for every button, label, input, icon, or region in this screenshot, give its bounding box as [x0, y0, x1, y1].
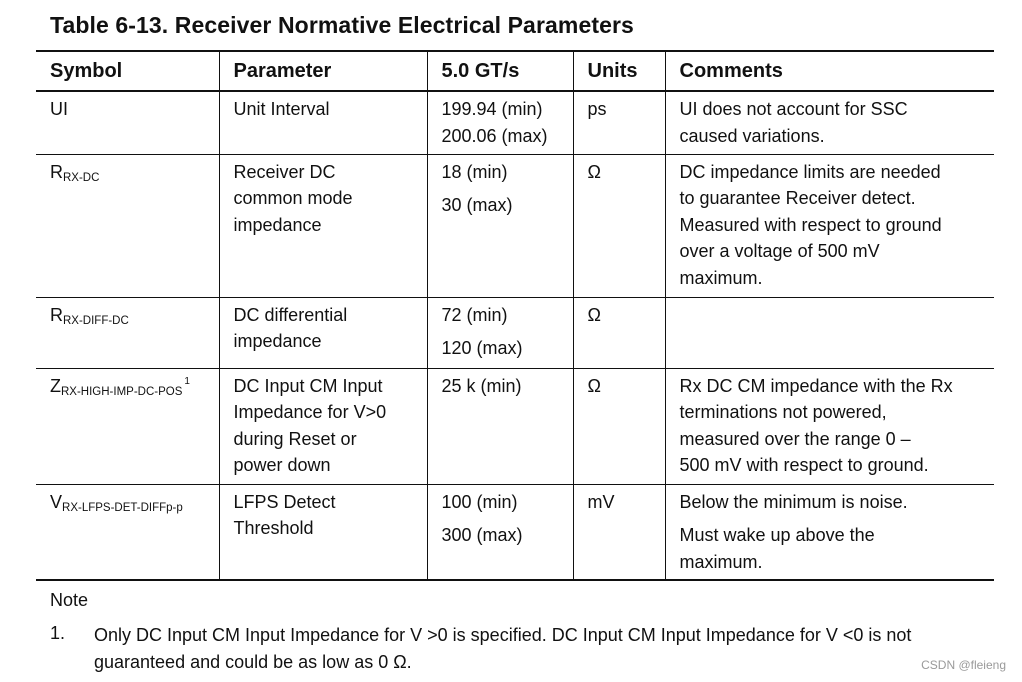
parameter-cell	[219, 368, 427, 484]
parameter-line: Receiver DC	[233, 161, 336, 182]
parameter-line: power down	[233, 455, 331, 475]
note-heading: Note	[50, 590, 89, 610]
value-cell	[427, 484, 573, 580]
note-text: Only DC Input CM Input Impedance for V >0 is specified. DC Input CM Input Impedance for V <0 is not guaranteed and could be as low as 0 Ω.	[94, 625, 912, 672]
header-parameter: Parameter	[219, 51, 427, 91]
table-row	[36, 91, 994, 154]
comments-cell	[665, 91, 994, 154]
symbol-subscript: RX-DC	[63, 171, 100, 184]
symbol-subscript: RX-HIGH-IMP-DC-POS	[61, 385, 183, 398]
table-row	[36, 368, 994, 484]
parameter-cell	[219, 484, 427, 580]
parameter-line: LFPS Detect	[233, 491, 336, 512]
comment-line: Below the minimum is noise.	[679, 491, 908, 512]
comments-cell	[665, 154, 994, 297]
table-title: Table 6-13. Receiver Normative Electrical Parameters	[50, 12, 634, 38]
parameter-line: impedance	[233, 331, 322, 351]
comment-line: Measured with respect to ground	[679, 214, 942, 235]
units-cell: Ω	[573, 154, 665, 297]
parameter-cell	[219, 297, 427, 368]
comment-line: UI does not account for SSC	[679, 99, 908, 119]
comment-line: Rx DC CM impedance with the Rx	[679, 375, 953, 396]
value-line: 72 (min)	[441, 304, 508, 325]
comment-line: maximum.	[679, 551, 763, 572]
symbol-cell	[36, 484, 219, 580]
value-cell	[427, 154, 573, 297]
symbol-cell	[36, 297, 219, 368]
comments-cell	[665, 297, 994, 368]
table-header-row	[36, 51, 994, 91]
comment-line: 500 mV with respect to ground.	[679, 455, 929, 475]
comment-line: caused variations.	[679, 125, 825, 146]
comments-cell	[665, 484, 994, 580]
parameter-cell	[219, 91, 427, 154]
parameter-line: DC differential	[233, 304, 348, 325]
value-line: 25 k (min)	[441, 375, 522, 396]
symbol-main: Z	[50, 375, 61, 396]
value-cell	[427, 297, 573, 368]
value-cell	[427, 368, 573, 484]
comment-line: to guarantee Receiver detect.	[679, 188, 916, 208]
footnote-marker: 1	[184, 375, 190, 387]
value-line: 100 (min)	[441, 491, 518, 512]
comment-line: terminations not powered,	[679, 402, 887, 422]
symbol-cell	[36, 154, 219, 297]
parameter-cell	[219, 154, 427, 297]
parameter-line: impedance	[233, 214, 322, 235]
header-comments: Comments	[665, 51, 994, 91]
parameter-line: DC Input CM Input	[233, 375, 383, 396]
header-rate: 5.0 GT/s	[427, 51, 573, 91]
symbol-subscript: RX-LFPS-DET-DIFFp-p	[62, 501, 183, 514]
units-cell: mV	[573, 484, 665, 580]
value-line: 120 (max)	[441, 338, 523, 358]
parameter-line: common mode	[233, 188, 353, 208]
value-line: 199.94 (min)	[441, 99, 543, 119]
value-line: 18 (min)	[441, 161, 508, 182]
symbol-cell	[36, 368, 219, 484]
symbol-main: R	[50, 161, 63, 182]
note-number: 1.	[50, 623, 66, 643]
symbol-main: V	[50, 491, 63, 512]
value-line: 30 (max)	[441, 195, 513, 215]
comments-cell	[665, 368, 994, 484]
parameter-line: during Reset or	[233, 428, 357, 449]
comment-line: maximum.	[679, 267, 763, 288]
parameters-table	[36, 50, 994, 581]
comment-line: Must wake up above the	[679, 525, 875, 545]
parameter-line: Threshold	[233, 518, 314, 538]
units-cell: Ω	[573, 368, 665, 484]
watermark: CSDN @fleieng	[921, 658, 1006, 672]
comment-line: DC impedance limits are needed	[679, 161, 941, 182]
value-cell	[427, 91, 573, 154]
table-row	[36, 154, 994, 297]
units-cell: Ω	[573, 297, 665, 368]
comment-line: over a voltage of 500 mV	[679, 241, 880, 261]
parameter-line: Impedance for V>0	[233, 402, 387, 422]
table-row	[36, 297, 994, 368]
header-units: Units	[573, 51, 665, 91]
value-line: 200.06 (max)	[441, 125, 548, 146]
parameter-line: Unit Interval	[233, 99, 330, 119]
units-cell: ps	[573, 91, 665, 154]
symbol-cell	[36, 91, 219, 154]
symbol-subscript: RX-DIFF-DC	[63, 314, 129, 327]
table-row	[36, 484, 994, 580]
comment-line: measured over the range 0 –	[679, 428, 911, 449]
value-line: 300 (max)	[441, 525, 523, 545]
symbol-main: R	[50, 304, 63, 325]
symbol-main: UI	[50, 99, 68, 119]
header-symbol: Symbol	[36, 51, 219, 91]
